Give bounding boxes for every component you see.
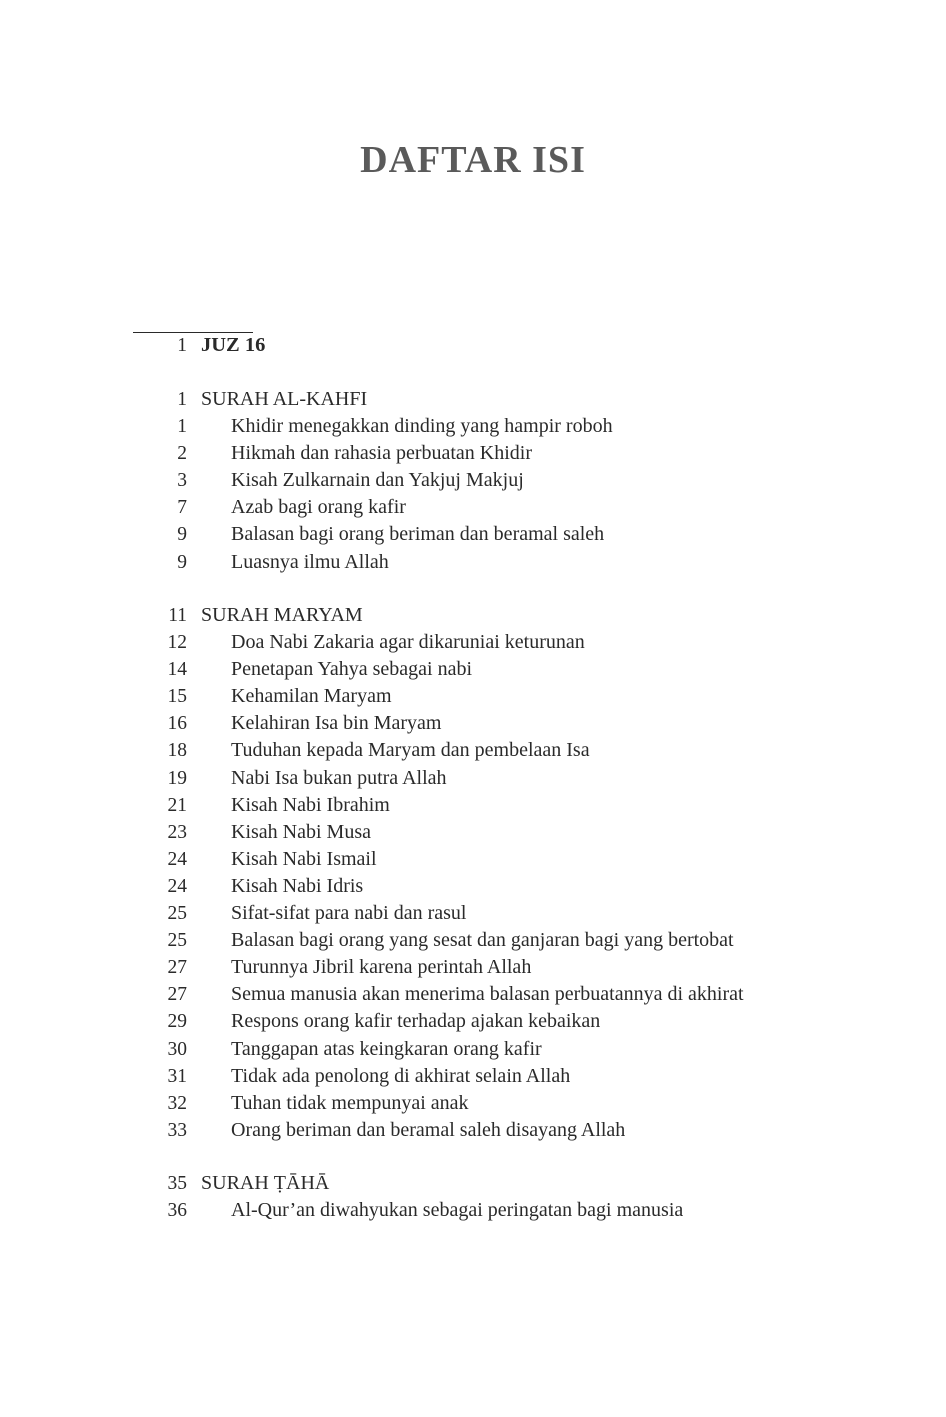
- entry-label: Balasan bagi orang yang sesat dan ganjaran bagi yang bertobat: [231, 929, 734, 952]
- entry-page-number: 32: [167, 1092, 187, 1114]
- toc-entry: [0, 792, 946, 819]
- entry-label: Sifat-sifat para nabi dan rasul: [231, 902, 467, 925]
- entry-page-number: 30: [167, 1038, 187, 1060]
- toc-entry: [0, 927, 946, 954]
- page-title: DAFTAR ISI: [360, 139, 586, 181]
- entry-label: Hikmah dan rahasia perbuatan Khidir: [231, 442, 533, 465]
- entry-page-number: 25: [167, 930, 187, 952]
- entry-page-number: 1: [177, 416, 187, 438]
- entry-label: Tuhan tidak mempunyai anak: [231, 1091, 469, 1114]
- toc-entry: [0, 819, 946, 846]
- toc-entry: [0, 873, 946, 900]
- entry-page-number: 16: [167, 713, 187, 735]
- entry-page-number: 25: [167, 903, 187, 925]
- entry-page-number: 14: [167, 659, 187, 681]
- entry-label: Kisah Zulkarnain dan Yakjuj Makjuj: [231, 469, 524, 492]
- entry-page-number: 21: [167, 794, 187, 816]
- entry-page-number: 3: [177, 470, 187, 492]
- toc-entry: [0, 1036, 946, 1063]
- section-page-number: 11: [168, 605, 187, 626]
- toc-entry: [0, 549, 946, 576]
- section-title: SURAH ṬĀHĀ: [201, 1172, 330, 1194]
- entry-page-number: 36: [167, 1200, 187, 1222]
- toc-entry: [0, 413, 946, 440]
- entry-label: Turunnya Jibril karena perintah Allah: [231, 956, 532, 979]
- entry-page-number: 24: [167, 848, 187, 870]
- toc-entry: [0, 765, 946, 792]
- section-page-number: 1: [177, 389, 187, 410]
- entry-label: Luasnya ilmu Allah: [231, 550, 389, 573]
- entry-label: Penetapan Yahya sebagai nabi: [231, 658, 473, 681]
- section-page-number: 35: [167, 1173, 187, 1194]
- entry-page-number: 31: [167, 1065, 187, 1087]
- entry-page-number: 29: [167, 1011, 187, 1033]
- juz-page-number: 1: [177, 335, 187, 356]
- entry-page-number: 12: [167, 632, 187, 654]
- entry-page-number: 33: [167, 1119, 187, 1141]
- entry-label: Kelahiran Isa bin Maryam: [231, 712, 442, 735]
- entry-label: Azab bagi orang kafir: [231, 496, 406, 519]
- entry-page-number: 7: [177, 497, 187, 519]
- entry-label: Balasan bagi orang beriman dan beramal saleh: [231, 523, 605, 546]
- entry-page-number: 24: [167, 875, 187, 897]
- entry-label: Tidak ada penolong di akhirat selain Allah: [231, 1064, 571, 1087]
- entry-page-number: 15: [167, 686, 187, 708]
- toc-entry: [0, 467, 946, 494]
- section-maryam: [0, 602, 946, 1144]
- toc-entry: [0, 900, 946, 927]
- section-taha: [0, 1170, 946, 1224]
- toc-entry: [0, 981, 946, 1008]
- entry-page-number: 18: [167, 740, 187, 762]
- entry-label: Khidir menegakkan dinding yang hampir roboh: [231, 415, 613, 438]
- toc-entry: [0, 1008, 946, 1035]
- section-heading: [0, 386, 946, 413]
- entry-label: Tuduhan kepada Maryam dan pembelaan Isa: [231, 739, 590, 762]
- toc-entry: [0, 629, 946, 656]
- juz-heading: [0, 332, 946, 359]
- entry-label: Kisah Nabi Idris: [231, 874, 364, 897]
- toc-entry: [0, 1197, 946, 1224]
- entry-label: Kehamilan Maryam: [231, 685, 392, 708]
- entry-page-number: 9: [177, 524, 187, 546]
- entry-label: Orang beriman dan beramal saleh disayang Allah: [231, 1118, 626, 1141]
- entry-label: Semua manusia akan menerima balasan perbuatannya di akhirat: [231, 983, 744, 1006]
- entry-page-number: 19: [167, 767, 187, 789]
- toc-entry: [0, 737, 946, 764]
- toc-entry: [0, 656, 946, 683]
- toc-entry: [0, 1090, 946, 1117]
- entry-label: Tanggapan atas keingkaran orang kafir: [231, 1037, 542, 1060]
- toc-entry: [0, 440, 946, 467]
- entry-label: Doa Nabi Zakaria agar dikaruniai keturunan: [231, 631, 585, 654]
- section-title: SURAH MARYAM: [201, 604, 363, 626]
- entry-label: Nabi Isa bukan putra Allah: [231, 766, 447, 789]
- juz-label: JUZ 16: [201, 334, 266, 356]
- toc-entry: [0, 1063, 946, 1090]
- toc-entry: [0, 521, 946, 548]
- entry-label: Respons orang kafir terhadap ajakan kebaikan: [231, 1010, 601, 1033]
- entry-page-number: 27: [167, 957, 187, 979]
- toc-entry: [0, 710, 946, 737]
- entry-page-number: 27: [167, 984, 187, 1006]
- entry-page-number: 23: [167, 821, 187, 843]
- entry-label: Kisah Nabi Musa: [231, 820, 371, 843]
- toc-entry: [0, 954, 946, 981]
- section-title: SURAH AL-KAHFI: [201, 388, 368, 410]
- toc-entry: [0, 683, 946, 710]
- toc-entry: [0, 1117, 946, 1144]
- entry-label: Kisah Nabi Ibrahim: [231, 793, 390, 816]
- section-al-kahfi: [0, 386, 946, 576]
- section-heading: [0, 602, 946, 629]
- section-heading: [0, 1170, 946, 1197]
- entry-label: Al-Qur’an diwahyukan sebagai peringatan bagi manusia: [231, 1199, 684, 1222]
- entry-label: Kisah Nabi Ismail: [231, 847, 377, 870]
- toc-entry: [0, 846, 946, 873]
- toc-entry: [0, 494, 946, 521]
- entry-page-number: 9: [177, 551, 187, 573]
- entry-page-number: 2: [177, 443, 187, 465]
